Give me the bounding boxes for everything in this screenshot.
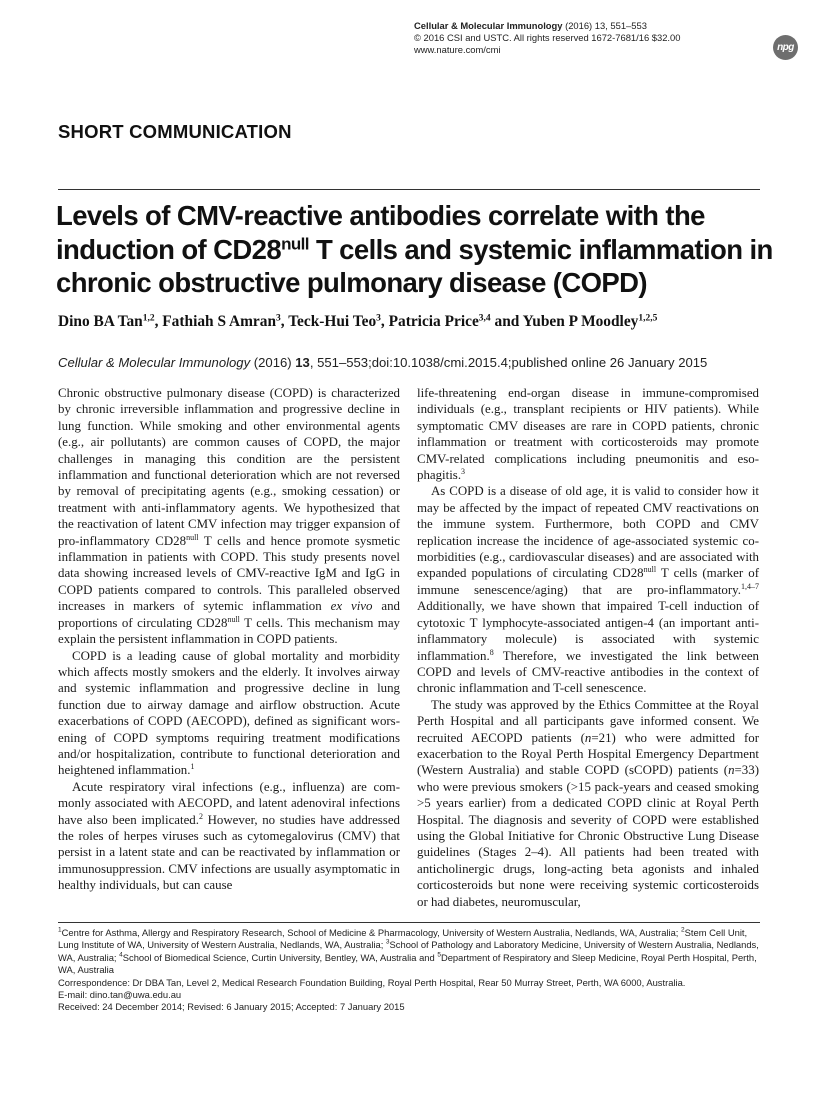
- email-footnote[interactable]: E-mail: dino.tan@uwa.edu.au: [58, 989, 182, 1001]
- superscript: 8: [489, 647, 494, 657]
- citation-year: (2016): [253, 355, 292, 370]
- text-run: Department of Respiratory and Sleep Medicine, Royal Perth Hospital, Perth, WA, Australia: [58, 951, 757, 976]
- footnotes: [58, 927, 762, 1014]
- author-affiliation-marker: 3: [276, 313, 281, 324]
- correspondence-footnote: Correspondence: Dr DBA Tan, Level 2, Medical Research Foundation Building, Royal Perth Hospital, Rear 50 Murray Street, Perth, WA 6000, Australia.: [58, 976, 686, 988]
- paragraph: [417, 483, 759, 696]
- article-title: [56, 199, 776, 300]
- text-run: Therefore, we investigated the link between COPD and levels of CMV-reactive antibodies in the context of chronic inflammation and T-cell senescence.: [417, 648, 759, 696]
- italic-text: n: [728, 763, 735, 778]
- superscript: 5: [437, 951, 441, 959]
- title-superscript: null: [281, 234, 309, 254]
- text-run: Additionally, we have shown that impaired T-cell induction of cytotoxic T lymphocyte-associated antigen-4 (an important anti-inflammatory molecule) is associated with systemic inflammation.: [417, 599, 759, 663]
- text-run: T cells (marker of immune senescence/aging) that are pro-inflammatory.: [417, 566, 759, 597]
- superscript: 1: [58, 926, 62, 934]
- npg-logo-icon: npg: [773, 35, 798, 60]
- superscript: 1: [190, 762, 195, 772]
- text-run: Chronic obstructive pulmonary disease (COPD) is characterized by chronic irreversible inflammation and progressive decline in lung function. While smoking and other environmental agents (e.g., air pollutants) are common causes of COPD, the major challenges in managing this condition are the persistent inflammation and functional deterioration which are not reversed by removal of precipitating agents (e.g., smoking cessation) or treatment with anti-inflammatory agents. We hypothesized that the reactivation of latent CMV infection may trigger expansion of pro-inflammatory CD28: [58, 386, 400, 548]
- superscript: 3: [385, 938, 390, 946]
- affiliations-footnote: [58, 927, 762, 977]
- text-run: School of Pathology and Laboratory Medicine, University of Western Australia, Nedlands, WA, Australia;: [58, 939, 759, 963]
- title-part-2: T cells and systemic inflammation in chronic obstructive pulmonary disease (COPD): [56, 233, 773, 298]
- text-run: and proportions of circulating CD28: [58, 599, 400, 630]
- text-run: As COPD is a disease of old age, it is valid to consider how it may be affected by the impact of repeated CMV reactivations on the immune system. Furthermore, both COPD and CMV replication increase the incidence of age-associated systemic co-morbidities (e.g., cardiovascular diseases) and are associated with expanded populations of circulating CD28: [417, 484, 759, 581]
- superscript: null: [643, 565, 657, 575]
- paragraph: [58, 385, 400, 648]
- paragraph: [58, 779, 400, 894]
- text-run: Centre for Asthma, Allergy and Respiratory Research, School of Medicine & Pharmacology, University of Western Australia, Nedlands, WA, Australia;: [61, 927, 681, 938]
- italic-text: ex vivo: [330, 599, 373, 614]
- superscript: 3: [461, 466, 466, 476]
- copyright-line: © 2016 CSI and USTC. All rights reserved 1672-7681/16 $32.00: [414, 32, 681, 43]
- citation-journal: Cellular & Molecular Immunology: [58, 355, 251, 370]
- text-run: =21) who were admitted for exacerbation to the Royal Perth Hospital Emergency Department (Western Australia) and stable COPD (sCOPD) patients (: [417, 730, 759, 778]
- text-run: =33) who were previous smokers (>15 pack-years and ceased smoking >5 years earlier) from a dedicated COPD clinic at Royal Perth Hospital. The diagnosis and severity of COPD were established using the Global Initiative for Chronic Obstructive Lung Disease guidelines (Stages 2–4). All patients had been treated with anticholinergic drugs, long-acting beta agonists and inhaled corticosteroids but none were receiving systemic corticosteroids or had diabetes, neuromuscular,: [417, 763, 759, 909]
- author-name: Patricia Price: [388, 313, 479, 330]
- superscript: 1,4–7: [741, 581, 759, 591]
- body-column-right: [417, 385, 759, 910]
- text-run: However, no studies have addressed the roles of herpes viruses such as cytomegalovirus (CMV) that persist in a latent state and can be reactivated by inflammation or immunosuppression. CMV infections are usually asymptomatic in healthy individuals, but can cause: [58, 812, 400, 893]
- text-run: T cells and hence promote sysmetic inflammation in patients with COPD. This study presents novel data showing increased levels of CMV-reactive IgM and IgG in COPD patients compared to controls. This paralleled observed increases in markers of sytemic inflammation: [58, 533, 400, 614]
- author-name: Fathiah S Amran: [162, 313, 277, 330]
- dates-footnote: Received: 24 December 2014; Revised: 6 January 2015; Accepted: 7 January 2015: [58, 1001, 405, 1013]
- journal-url[interactable]: www.nature.com/cmi: [414, 44, 501, 55]
- author-affiliation-marker: 1,2: [142, 313, 155, 324]
- text-run: School of Biomedical Science, Curtin University, Bentley, WA, Australia and: [122, 951, 438, 963]
- superscript: null: [186, 532, 199, 542]
- citation-details: , 551–553;doi:10.1038/cmi.2015.4;published online 26 January 2015: [309, 355, 708, 370]
- text-run: Acute respiratory viral infections (e.g., influenza) are commonly associated with AECOPD, and latent adenoviral infections have also been implicated.: [58, 779, 400, 827]
- author-separator: ,: [154, 313, 163, 330]
- author-separator: ,: [380, 313, 389, 330]
- author-name: Yuben P Moodley: [522, 313, 639, 330]
- author-affiliation-marker: 3,4: [478, 313, 491, 324]
- body-column-left: [58, 385, 400, 894]
- journal-citation-line: [414, 20, 774, 32]
- journal-issue: (2016) 13, 551–553: [565, 20, 647, 31]
- paragraph: [58, 648, 400, 779]
- text-run: COPD is a leading cause of global mortality and morbidity which affects mostly smokers and the elderly. It involves airway and systemic inflammation and progressive decline in lung function due to airway damage and airflow obstruction. Acute exacerbations of COPD (AECOPD), defined as significant worsening of COPD symptoms requiring treatment modifications and/or hospitalization, contribute to functional deterioration and heightened inflammation.: [58, 648, 400, 778]
- italic-text: n: [584, 730, 592, 745]
- text-run: T cells. This mechanism may explain the persistent inflammation in COPD patients.: [58, 615, 400, 647]
- header-divider: [58, 189, 760, 190]
- author-list: [58, 313, 778, 331]
- author-name: Teck-Hui Teo: [288, 313, 377, 330]
- author-affiliation-marker: 1,2,5: [638, 313, 658, 324]
- superscript: 2: [681, 926, 685, 934]
- article-citation: [58, 355, 778, 370]
- paragraph: [417, 385, 759, 483]
- superscript: 4: [119, 951, 123, 959]
- author-separator: ,: [280, 313, 289, 330]
- text-run: Stem Cell Unit, Lung Institute of WA, University of Western Australia, Nedlands, WA, Australia;: [58, 927, 748, 951]
- footnote-divider: [58, 922, 760, 923]
- superscript: null: [227, 614, 240, 624]
- text-run: life-threatening end-organ disease in immune-compromised individuals (e.g., transplant recipients or HIV patients). While symptomatic CMV diseases are rare in COPD patients, chronic inflammation or treatment with corticosteroids may promote CMV-related complications including pneumonitis and esophagitis.: [417, 386, 759, 483]
- author-name: Dino BA Tan: [58, 313, 143, 330]
- journal-header: [414, 20, 774, 56]
- paragraph: [417, 697, 759, 910]
- section-label: SHORT COMMUNICATION: [58, 121, 292, 142]
- citation-volume: 13: [295, 355, 310, 370]
- title-part-1: Levels of CMV-reactive antibodies correlate with the induction of CD28: [56, 200, 705, 265]
- author-separator: and: [490, 313, 523, 330]
- journal-name: Cellular & Molecular Immunology: [414, 20, 563, 31]
- text-run: The study was approved by the Ethics Committee at the Royal Perth Hospital and all participants gave informed consent. We recruited AECOPD patients (: [417, 697, 759, 745]
- superscript: 2: [198, 811, 203, 821]
- author-affiliation-marker: 3: [376, 313, 381, 324]
